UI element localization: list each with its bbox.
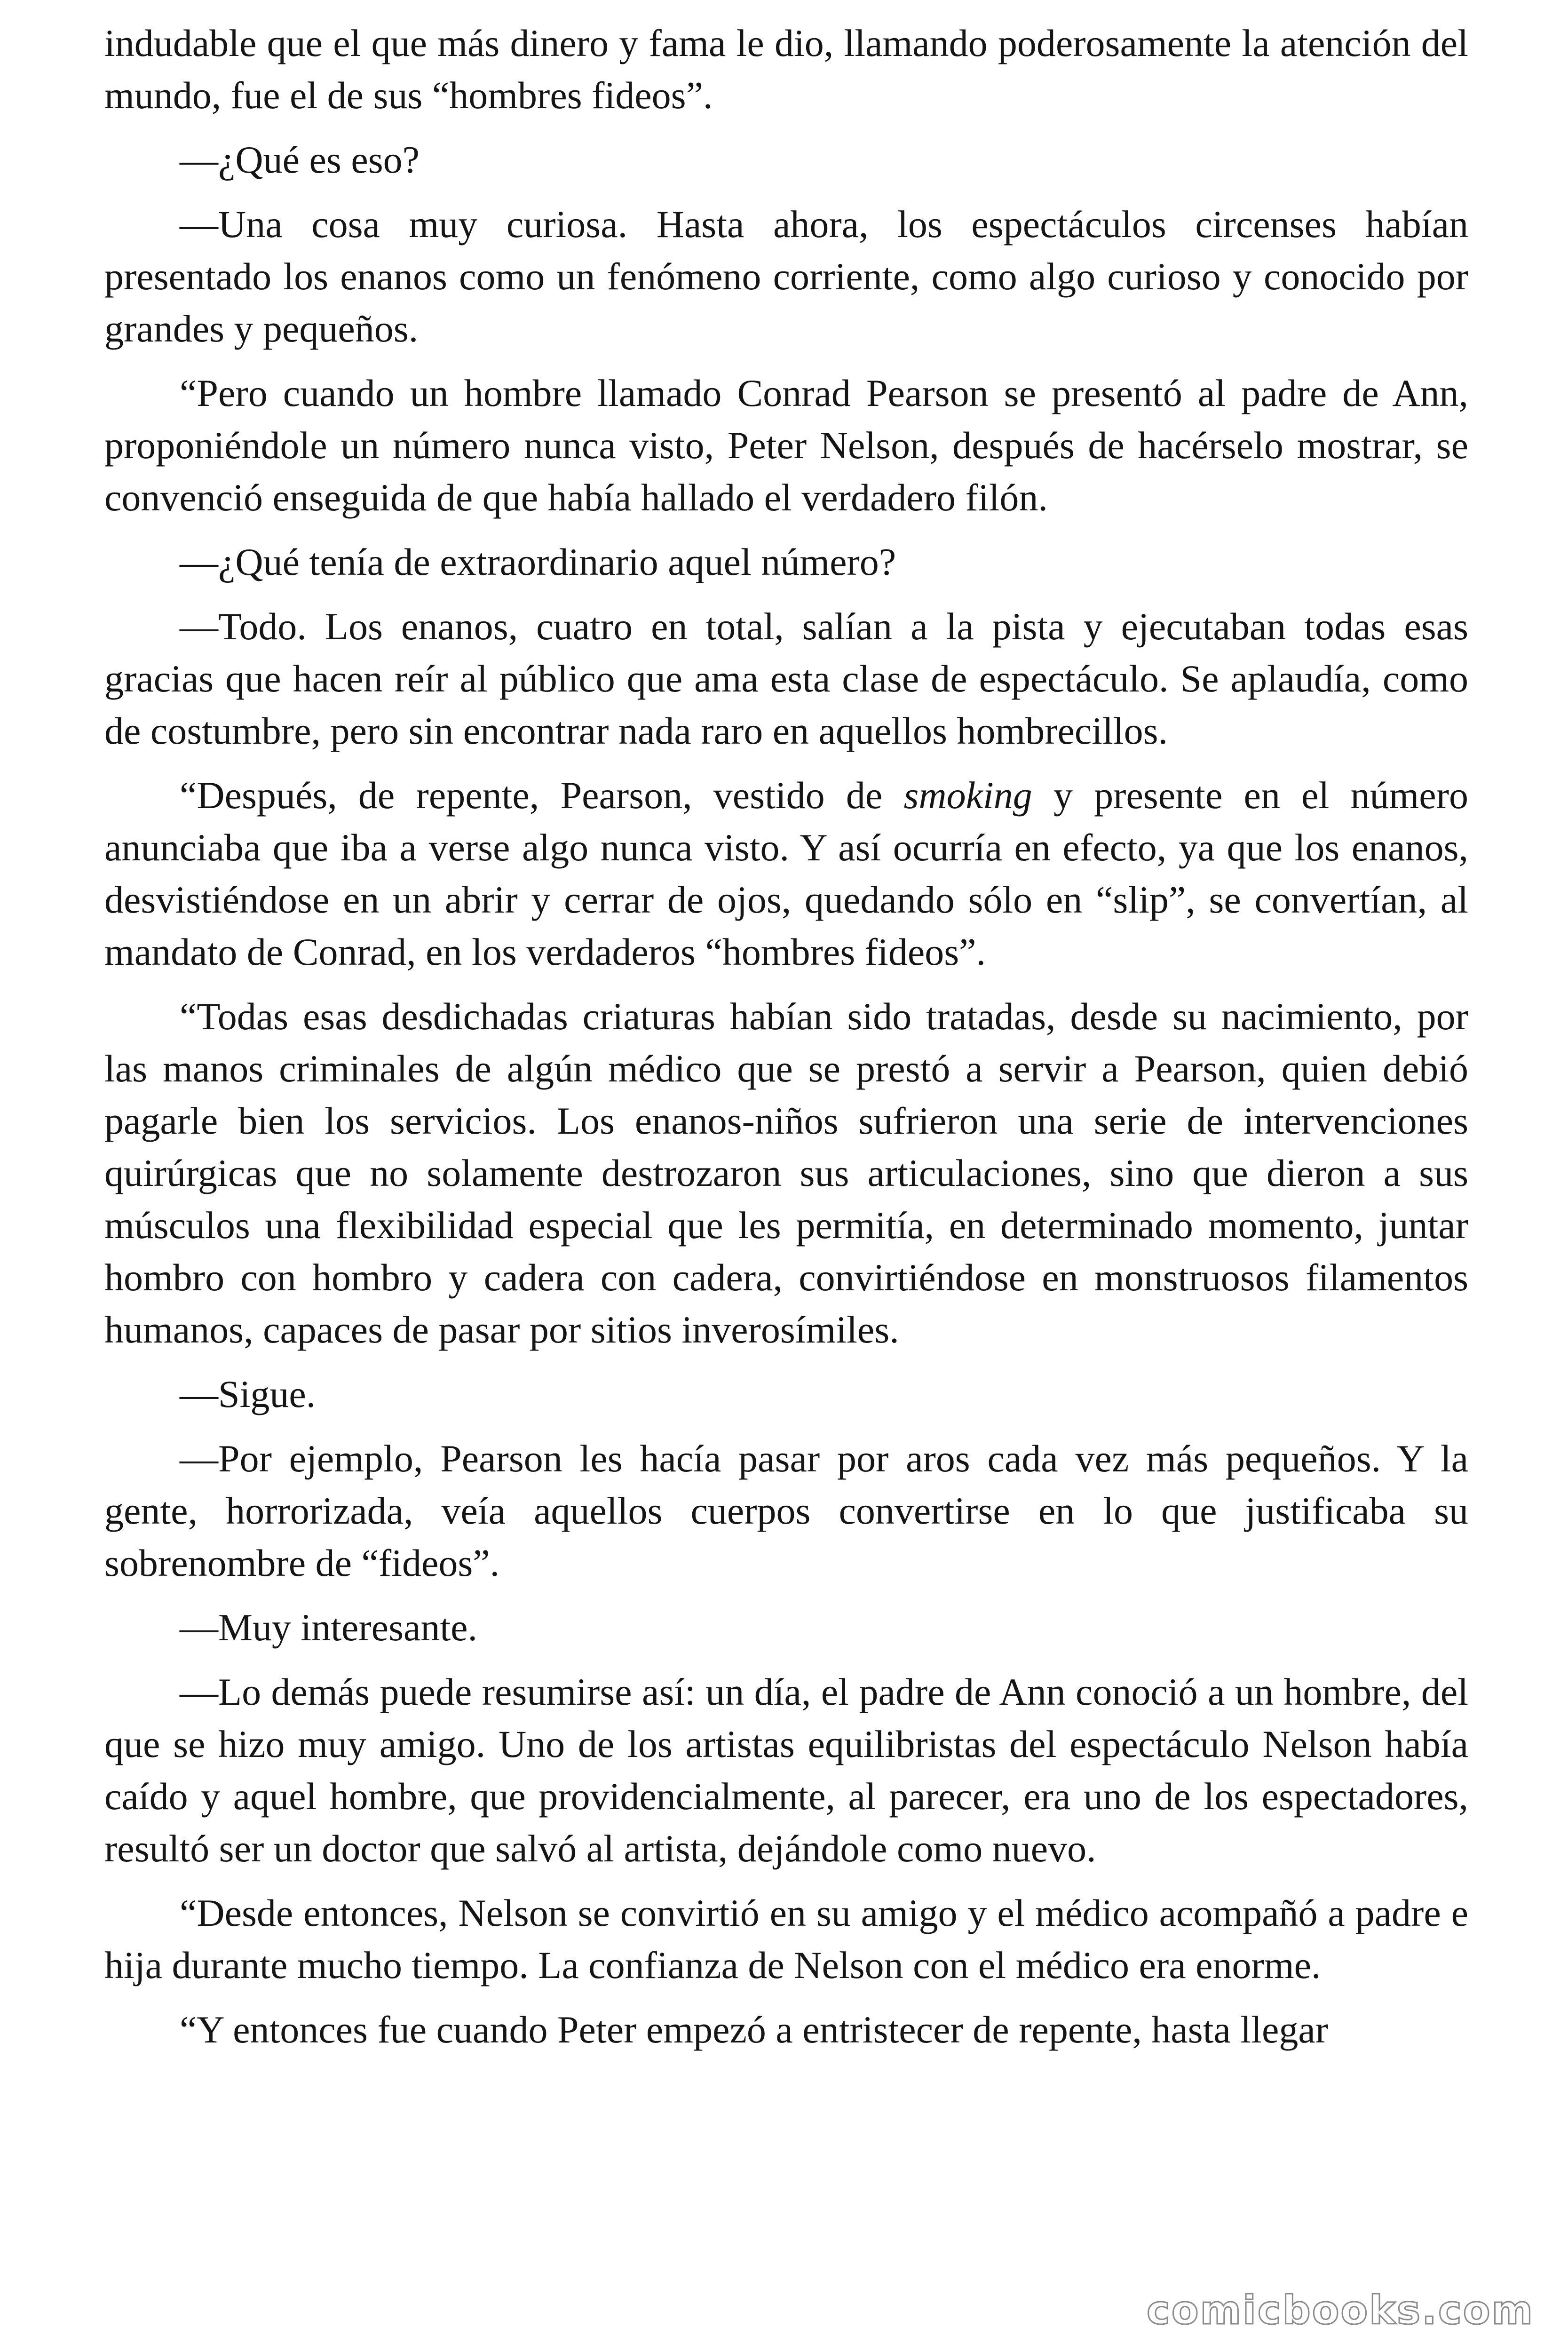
paragraph-2: —¿Qué es eso? (180, 138, 420, 181)
paragraph-11: —Muy interesante. (180, 1606, 478, 1649)
paragraph-7-italic: smoking (903, 774, 1032, 817)
paragraph-7-after: y presente en el número anunciaba que iba a verse algo nunca visto. Y así ocurría en efecto, ya que los enanos, desvistiéndose en un abrir y cerrar de ojos, quedando sólo en “slip”, se convertían, al mandato de Conrad, en los verdaderos “hombres fideos”. (104, 774, 1469, 973)
paragraph-14: “Y entonces fue cuando Peter empezó a entristecer de repente, hasta llegar (180, 2008, 1329, 2051)
paragraph-1: indudable que el que más dinero y fama le dio, llamando poderosamente la atención del mundo, fue el de sus “hombres fideos”. (104, 22, 1468, 117)
paragraph-9: —Sigue. (180, 1373, 316, 1415)
paragraph-4: “Pero cuando un hombre llamado Conrad Pearson se presentó al padre de Ann, proponiéndole un número nunca visto, Peter Nelson, después de hacérselo mostrar, se convenció enseguida de que había hallado el verdadero filón. (104, 372, 1468, 519)
paragraph-8: “Todas esas desdichadas criaturas habían sido tratadas, desde su nacimiento, por las manos criminales de algún médico que se prestó a servir a Pearson, quien debió pagarle bien los servicios. Los enanos-niños sufrieron una serie de intervenciones quirúrgicas que no solamente destrozaron sus articulaciones, sino que dieron a sus músculos una flexibilidad especial que les permitía, en determinado momento, juntar hombro con hombro y cadera con cadera, convirtiéndose en monstruosos filamentos humanos, capaces de pasar por sitios inverosímiles. (104, 995, 1468, 1351)
watermark: comicbooks.com (1147, 2287, 1534, 2333)
paragraph-12: —Lo demás puede resumirse así: un día, el padre de Ann conoció a un hombre, del que se hizo muy amigo. Uno de los artistas equilibristas del espectáculo Nelson había caído y aquel hombre, que providencialmente, al parecer, era uno de los espectadores, resultó ser un doctor que salvó al artista, dejándole como nuevo. (104, 1670, 1468, 1870)
paragraph-5: —¿Qué tenía de extraordinario aquel número? (180, 540, 896, 583)
page-body (104, 17, 1468, 2056)
paragraph-13: “Desde entonces, Nelson se convirtió en su amigo y el médico acompañó a padre e hija durante mucho tiempo. La confianza de Nelson con el médico era enorme. (104, 1891, 1468, 1986)
paragraph-7-before: “Después, de repente, Pearson, vestido de (180, 774, 904, 817)
paragraph-10: —Por ejemplo, Pearson les hacía pasar por aros cada vez más pequeños. Y la gente, horrorizada, veía aquellos cuerpos convertirse en lo que justificaba su sobrenombre de “fideos”. (104, 1437, 1468, 1584)
paragraph-7 (104, 769, 1468, 978)
paragraph-3: —Una cosa muy curiosa. Hasta ahora, los espectáculos circenses habían presentado los enanos como un fenómeno corriente, como algo curioso y conocido por grandes y pequeños. (104, 203, 1468, 350)
paragraph-6: —Todo. Los enanos, cuatro en total, salían a la pista y ejecutaban todas esas gracias que hacen reír al público que ama esta clase de espectáculo. Se aplaudía, como de costumbre, pero sin encontrar nada raro en aquellos hombrecillos. (104, 605, 1468, 752)
